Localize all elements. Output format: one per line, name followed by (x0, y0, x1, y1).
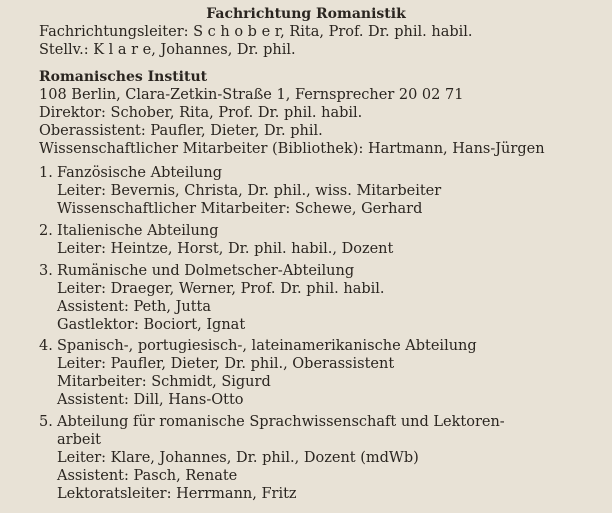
department-line: Lektoratsleiter: Herrmann, Fritz (57, 486, 297, 502)
department-name: Fanzösische Abteilung (57, 165, 222, 181)
department-number: 5. (39, 414, 53, 430)
department-line: Assistent: Peth, Jutta (57, 299, 212, 315)
department-line: Mitarbeiter: Schmidt, Sigurd (57, 374, 271, 390)
institute-address: 108 Berlin, Clara-Zetkin-Straße 1, Fernsprecher 20 02 71 (39, 87, 464, 103)
department-heading (39, 413, 505, 431)
institute-library-staff: Wissenschaftlicher Mitarbeiter (Bibliothek): Hartmann, Hans-Jürgen (39, 141, 545, 157)
department-name: Abteilung für romanische Sprachwissenschaft und Lektoren- (57, 414, 505, 430)
institute-senior-assistant: Oberassistent: Paufler, Dieter, Dr. phil. (39, 123, 323, 139)
department-line: Leiter: Paufler, Dieter, Dr. phil., Oberassistent (57, 356, 395, 372)
department-line: Leiter: Bevernis, Christa, Dr. phil., wiss. Mitarbeiter (57, 183, 442, 199)
department-line: Leiter: Klare, Johannes, Dr. phil., Dozent (mdWb) (57, 450, 419, 466)
department-heading (39, 262, 354, 280)
department-line: Gastlektor: Bociort, Ignat (57, 317, 246, 333)
department-heading (39, 164, 222, 182)
department-heading (39, 222, 219, 240)
department-line: Leiter: Heintze, Horst, Dr. phil. habil., Dozent (57, 241, 394, 257)
department-name-continued: arbeit (57, 432, 101, 448)
department-line: Leiter: Draeger, Werner, Prof. Dr. phil. habil. (57, 281, 385, 297)
department-number: 2. (39, 223, 53, 239)
department-name: Spanisch-, portugiesisch-, lateinamerikanische Abteilung (57, 338, 477, 354)
department-name: Rumänische und Dolmetscher-Abteilung (57, 263, 355, 279)
department-number: 4. (39, 338, 53, 354)
department-line: Wissenschaftlicher Mitarbeiter: Schewe, Gerhard (57, 201, 423, 217)
faculty-leader: Fachrichtungsleiter: S c h o b e r, Rita, Prof. Dr. phil. habil. (39, 24, 473, 40)
department-line: Assistent: Pasch, Renate (57, 468, 238, 484)
page-title: Fachrichtung Romanistik (206, 6, 406, 22)
faculty-deputy: Stellv.: K l a r e, Johannes, Dr. phil. (39, 42, 296, 58)
department-heading (39, 337, 477, 355)
department-line: Assistent: Dill, Hans-Otto (57, 392, 244, 408)
institute-director: Direktor: Schober, Rita, Prof. Dr. phil. habil. (39, 105, 363, 121)
department-number: 3. (39, 263, 53, 279)
department-number: 1. (39, 165, 53, 181)
institute-name: Romanisches Institut (39, 69, 208, 85)
department-name: Italienische Abteilung (57, 223, 219, 239)
